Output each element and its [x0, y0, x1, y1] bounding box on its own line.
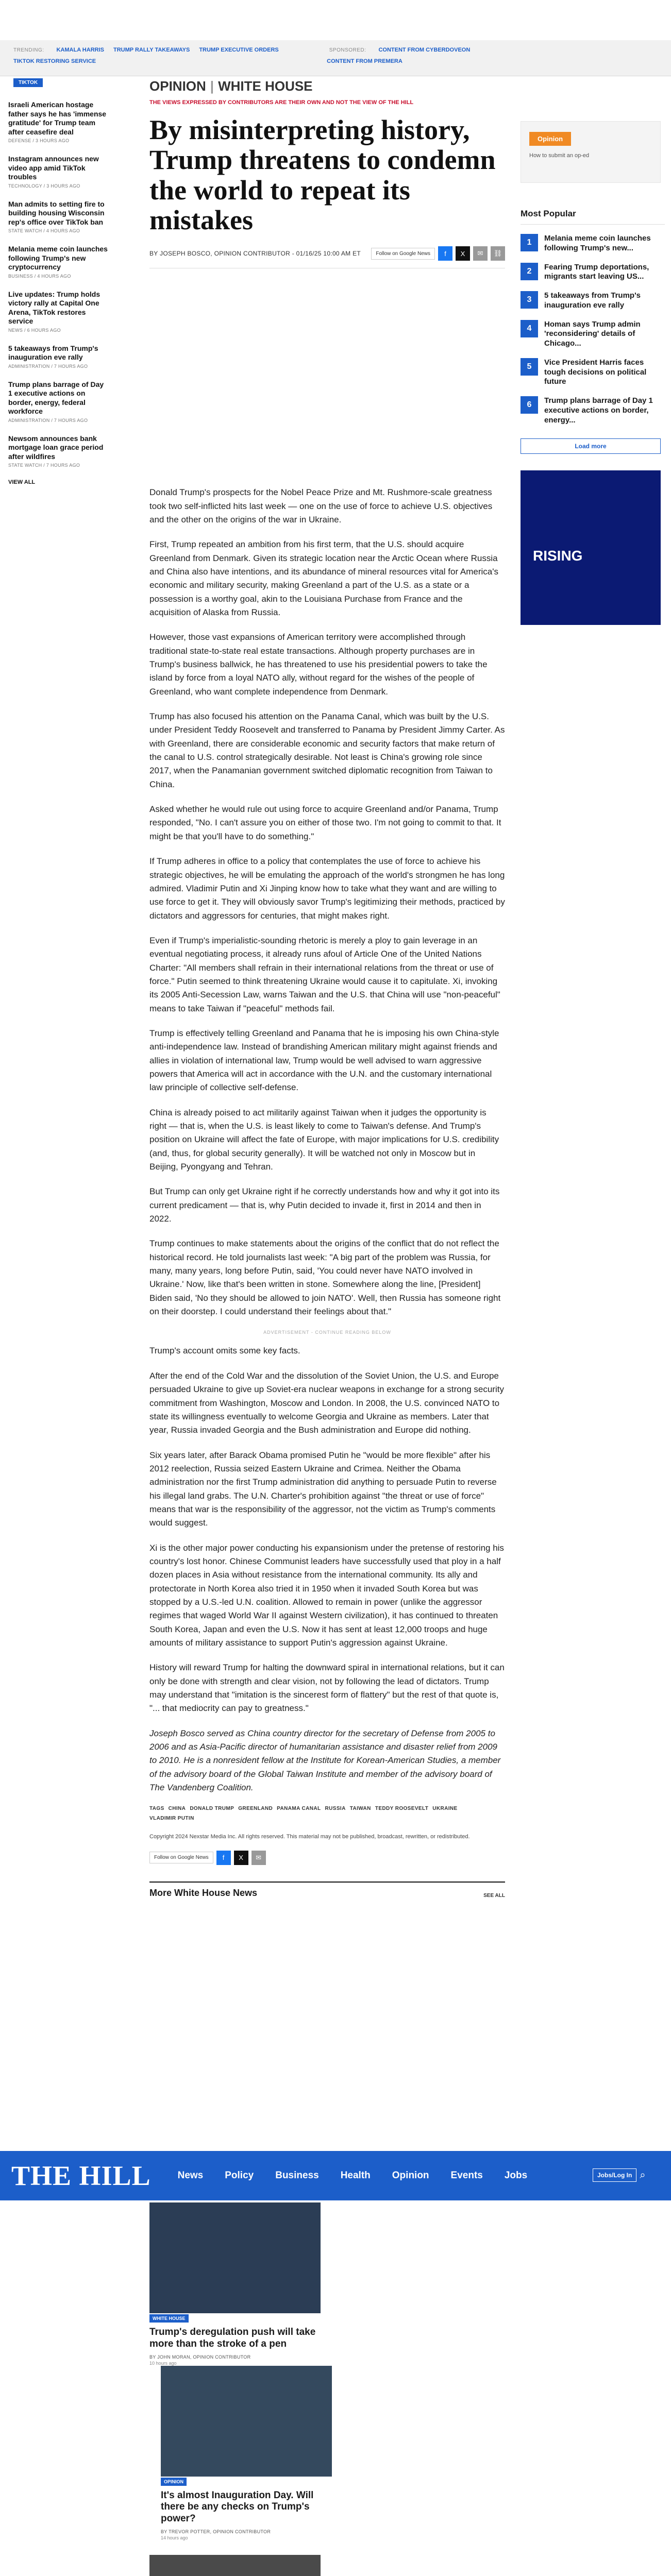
card-category: OPINION [161, 2478, 187, 2486]
list-item-title[interactable]: Man admits to setting fire to building housing Wisconsin rep's office over TikTok ban [8, 199, 105, 226]
card-image[interactable] [161, 2366, 332, 2477]
list-item-title[interactable]: Newsom announces bank mortgage loan grace period after wildfires [8, 434, 104, 461]
facebook-icon[interactable]: f [438, 246, 452, 261]
rank-badge: 3 [521, 291, 538, 309]
opinion-promo-label: Opinion [529, 132, 571, 146]
nav-business[interactable]: Business [275, 2170, 319, 2181]
article-byline: BY JOSEPH BOSCO, OPINION CONTRIBUTOR - 01/16/25 10:00 AM ET [149, 250, 361, 258]
list-item-meta: STATE WATCH / 4 HOURS AGO [8, 228, 80, 233]
article-paragraph: China is already poised to act militarily against Taiwan when it judges the opportunity is right — that is, when the U.S. is least likely to come to Taiwan's defense. And Trump's position on Ukraine will affect the fate of Europe, with major implications for U.S. credibility (and, thus, for global security generally). It will be watched not only in Moscow but in Beijing, Pyongyang and Tehran. [149, 1107, 499, 1172]
tag-link[interactable]: TAIWAN [349, 1806, 371, 1812]
copyright-notice: Copyright 2024 Nexstar Media Inc. All rights reserved. This material may not be published, broadcast, rewritten, or redistributed. [149, 1834, 470, 1840]
news-card[interactable] [161, 2366, 332, 2540]
article-paragraph: History will reward Trump for halting the downward spiral in international relations, but it can only be done with strength and clear vision, not by following the lead of dictators. Trump may understand that "imitation is the sincerest form of flattery" but the rest of that quote is, "... that mediocrity can pay to greatness." [149, 1663, 505, 1714]
rank-badge: 6 [521, 396, 538, 414]
trending-link[interactable]: TRUMP EXECUTIVE ORDERS [199, 47, 279, 53]
list-item-title[interactable]: 5 takeaways from Trump's inauguration eve rally [8, 344, 98, 361]
list-item-meta: DEFENSE / 3 HOURS AGO [8, 138, 70, 143]
article-paragraph: Asked whether he would rule out using force to acquire Greenland and/or Panama, Trump responded, "No. I can't assure you on either of those two. I'm not going to commit to that. It might be that you'll have to do something." [149, 804, 501, 841]
popular-item[interactable] [521, 396, 665, 425]
list-item-title[interactable]: Israeli American hostage father says he has 'immense gratitude' for Trump team after ceasefire deal [8, 100, 107, 136]
site-navbar [0, 2151, 671, 2200]
popular-item-title[interactable]: 5 takeaways from Trump's inauguration eve rally [544, 291, 641, 310]
author-bio: Joseph Bosco served as China country director for the secretary of Defense from 2005 to 2006 and as Asia-Pacific director of humanitarian assistance and disaster relief from 2009 to 2010. He is a nonresident fellow at the Institute for Korean-American Studies, a member of the advisory board of the Global Taiwan Institute and member of the advisory board of The Vandenberg Coalition. [149, 1728, 501, 1793]
rising-ad[interactable] [521, 470, 661, 625]
nav-events[interactable]: Events [450, 2170, 483, 2181]
article-paragraph: Xi is the other major power conducting his expansionism under the pretense of restoring his country's lost honor. Chinese Communist leaders have successfully used that ploy in a half dozen places in Asia without resistance from the international community. Its ally and protectorate in North Korea also tried it in 1950 when it invaded South Korea but was stopped by a U.S.-led U.N. coalition. Allowed to remain in power (unlike the aggressor regimes that waged World War II against Western civilization), it has continued to threaten South Korea, Japan and even the U.S. Now it has sent at least 12,000 troops and huge amounts of military assistance to support Putin's aggression against Ukraine. [149, 1543, 504, 1648]
rank-badge: 1 [521, 234, 538, 251]
google-news-button[interactable]: Follow on Google News [371, 248, 435, 260]
list-item-meta: ADMINISTRATION / 7 HOURS AGO [8, 417, 88, 423]
nav-health[interactable]: Health [340, 2170, 371, 2181]
card-title[interactable]: Trump's deregulation push will take more than the stroke of a pen [149, 2327, 316, 2349]
list-item[interactable] [8, 344, 109, 369]
tag-link[interactable]: PANAMA CANAL [277, 1806, 321, 1812]
tag-link[interactable]: GREENLAND [238, 1806, 273, 1812]
trending-bar [0, 40, 671, 76]
card-image[interactable] [149, 2555, 321, 2576]
load-more-button[interactable]: Load more [521, 438, 661, 454]
sponsored-link[interactable]: CONTENT FROM CYBERDOVEON [378, 47, 471, 53]
section-white-house-link[interactable]: WHITE HOUSE [218, 78, 313, 94]
view-all-link[interactable]: VIEW ALL [8, 479, 36, 485]
news-card[interactable] [149, 2555, 321, 2576]
article-paragraph: Trump is effectively telling Greenland and Panama that he is imposing his own China-style anti-independence law. Instead of brandishing American military might against friends and allies in violation of international law, Trump would be well advised to warn aggressive powers that America will act in accordance with the U.N. and the customary international law principle of collective self-defense. [149, 1028, 499, 1093]
card-category: WHITE HOUSE [149, 2314, 189, 2323]
list-item[interactable] [8, 434, 109, 468]
card-time: 10 hours ago [149, 2360, 177, 2366]
facebook-icon[interactable]: f [216, 1851, 231, 1865]
section-breadcrumb: OPINION | WHITE HOUSE [149, 78, 313, 94]
ad-note: ADVERTISEMENT - CONTINUE READING BELOW [263, 1330, 391, 1335]
list-item[interactable] [8, 245, 109, 279]
sponsored-link[interactable]: CONTENT FROM PREMERA [327, 58, 402, 64]
email-icon[interactable]: ✉ [251, 1851, 266, 1865]
popular-item-title[interactable]: Fearing Trump deportations, migrants start leaving US... [544, 262, 649, 281]
popular-item[interactable] [521, 320, 665, 349]
nav-policy[interactable]: Policy [225, 2170, 254, 2181]
list-item[interactable] [8, 100, 109, 143]
search-icon[interactable]: ⌕ [640, 2169, 646, 2181]
list-item[interactable] [8, 290, 109, 333]
x-twitter-icon[interactable]: X [456, 246, 470, 261]
article-paragraph: But Trump can only get Ukraine right if he correctly understands how and why it got into its current predicament — that is, why Putin decided to invade it, first in 2014 and then in 2022. [149, 1187, 500, 1224]
tag-link[interactable]: RUSSIA [325, 1806, 346, 1812]
article-paragraph: After the end of the Cold War and the dissolution of the Soviet Union, the U.S. and Europe persuaded Ukraine to give up Soviet-era nuclear weapons in exchange for a strong security commitment from Washington, Moscow and London. In 2008, the U.S. convinced NATO to state its willingness eventually to welcome Georgia and Ukraine as members. Later that year, Russia invaded Georgia and the Bush administration and Europe did nothing. [149, 1370, 504, 1435]
x-twitter-icon[interactable]: X [234, 1851, 248, 1865]
sponsored-label: SPONSORED: [329, 47, 366, 53]
link-icon[interactable]: ⛓ [491, 246, 505, 261]
card-title[interactable]: It's almost Inauguration Day. Will there be any checks on Trump's power? [161, 2489, 314, 2524]
google-news-button[interactable]: Follow on Google News [149, 1852, 213, 1863]
right-sidebar [521, 121, 665, 625]
section-opinion-link[interactable]: OPINION [149, 78, 206, 94]
list-item[interactable] [8, 380, 109, 423]
news-card[interactable] [149, 2202, 321, 2366]
article-paragraph: Donald Trump's prospects for the Nobel Peace Prize and Mt. Rushmore-scale greatness took two self-inflicted hits last week — one on the use of force to achieve U.S. objectives and the other on the origins of the war in Ukraine. [149, 487, 493, 524]
see-all-link[interactable]: SEE ALL [483, 1892, 505, 1899]
nav-opinion[interactable]: Opinion [392, 2170, 429, 2181]
rank-badge: 4 [521, 320, 538, 337]
article-paragraph: Trump has also focused his attention on the Panama Canal, which was built by the U.S. under President Teddy Roosevelt and transferred to Panama by President Jimmy Carter. As with Greenland, there are considerable economic and security factors that make return of the canal to U.S. control strategically desirable. Not least is China's growing role since 2017, when the Panamanian government switched diplomatic recognition from Taiwan to China. [149, 711, 505, 789]
tags-label: TAGS [149, 1806, 164, 1812]
popular-item[interactable] [521, 358, 665, 387]
article-paragraph: Trump's account omits some key facts. [149, 1346, 300, 1356]
trending-link[interactable]: TIKTOK RESTORING SERVICE [13, 58, 96, 64]
opinion-promo-sub: How to submit an op-ed [529, 152, 590, 159]
email-icon[interactable]: ✉ [473, 246, 488, 261]
popular-item-title[interactable]: Vice President Harris faces tough decisions on political future [544, 358, 647, 386]
more-news-title: More White House News [149, 1887, 258, 1898]
popular-item[interactable] [521, 291, 665, 311]
list-item-title[interactable]: Trump plans barrage of Day 1 executive actions on border, energy, federal workforce [8, 380, 104, 415]
card-time: 14 hours ago [161, 2535, 188, 2540]
most-popular-title: Most Popular [521, 209, 665, 225]
list-item-meta: TECHNOLOGY / 3 HOURS AGO [8, 183, 80, 189]
rank-badge: 5 [521, 358, 538, 376]
popular-item[interactable] [521, 263, 665, 282]
popular-item-title[interactable]: Melania meme coin launches following Trump's new... [544, 234, 651, 252]
popular-item-title[interactable]: Homan says Trump admin 'reconsidering' details of Chicago... [544, 319, 641, 348]
list-item[interactable] [8, 200, 109, 234]
popular-item[interactable] [521, 234, 665, 253]
opinion-disclaimer: THE VIEWS EXPRESSED BY CONTRIBUTORS ARE THEIR OWN AND NOT THE VIEW OF THE HILL [149, 99, 414, 106]
login-button[interactable]: Jobs/Log In [593, 2168, 636, 2182]
article-paragraph: If Trump adheres in office to a policy that contemplates the use of force to achieve his strategic objectives, he will be emulating the approach of the world's strongmen he has long admired. Vladimir Putin and Xi Jinping know how to take what they want and are willing to use force to get it. They will obviously savor Trump's legitimizing their methods, practiced by dictators and aggressors for centuries, that might makes right. [149, 856, 505, 921]
nav-news[interactable]: News [177, 2170, 204, 2181]
tags-row [149, 1806, 505, 1821]
tag-link[interactable]: UKRAINE [432, 1806, 458, 1812]
article-paragraph: Trump continues to make statements about the origins of the conflict that do not reflect the historical record. He told journalists last week: "A big part of the problem was Russia, for many, many years, long before Putin, said, 'You could never have NATO involved in Ukraine.' Now, like that's been written in stone. Somewhere along the line, [President] Biden said, 'No they should be allowed to join NATO'. Well, then Russia has someone right on their doorstep. I could understand their feelings about that." [149, 1239, 501, 1317]
card-byline: BY TREVOR POTTER, OPINION CONTRIBUTOR [161, 2529, 271, 2534]
tag-link[interactable]: DONALD TRUMP [190, 1806, 234, 1812]
article-body [149, 486, 505, 1794]
card-byline: BY JOHN MORAN, OPINION CONTRIBUTOR [149, 2354, 251, 2360]
list-item[interactable] [8, 155, 109, 189]
article-paragraph: First, Trump repeated an ambition from his first term, that the U.S. should acquire Greenland from Denmark. Given its strategic location near the Arctic Ocean where Russia and China also have intentions, and its abundance of mineral resources vital for America's economic and military security, making Greenland a part of the U.S. as a state or a possession is a worthy goal, akin to the Louisiana Purchase from France and the acquisition of Alaska from Russia. [149, 539, 499, 617]
hero-image-placeholder [149, 280, 505, 486]
list-item-meta: BUSINESS / 4 HOURS AGO [8, 273, 71, 279]
list-item-meta: NEWS / 6 HOURS AGO [8, 327, 61, 333]
share-buttons [371, 246, 505, 261]
nav-jobs[interactable]: Jobs [504, 2170, 528, 2181]
trending-link[interactable]: TRUMP RALLY TAKEAWAYS [113, 47, 190, 53]
trending-link[interactable]: KAMALA HARRIS [56, 47, 104, 53]
latest-news-list [8, 100, 109, 485]
tiktok-tag[interactable]: TIKTOK [13, 78, 43, 87]
more-news-header [149, 1882, 505, 1899]
nav-links [178, 2170, 528, 2181]
article [149, 78, 505, 1899]
list-item-title[interactable]: Instagram announces new video app amid TikTok troubles [8, 155, 99, 181]
list-item-meta: STATE WATCH / 7 HOURS AGO [8, 463, 80, 468]
article-headline: By misinterpreting history, Trump threatens to condemn the world to repeat its mistakes [149, 114, 496, 235]
site-logo[interactable]: THE HILL [11, 2160, 151, 2191]
rising-ad-label: RISING [533, 548, 583, 564]
list-item-title[interactable]: Melania meme coin launches following Trump's new cryptocurrency [8, 245, 108, 271]
opinion-promo[interactable] [521, 121, 661, 183]
nav-right [593, 2168, 646, 2182]
popular-item-title[interactable]: Trump plans barrage of Day 1 executive actions on border, energy... [544, 396, 653, 425]
article-paragraph: However, those vast expansions of American territory were accomplished through traditional state-to-state real estate transactions. Although property purchases are in Trump's business ballwick, he has threatened to use his presidential powers to take the island by force from a loyal NATO ally, without regard for the wishes of the people of Greenland, who want complete independence from Denmark. [149, 632, 488, 697]
article-paragraph: Even if Trump's imperialistic-sounding rhetoric is merely a ploy to gain leverage in an eventual negotiating process, it already runs afoul of Article One of the United Nations Charter: "All members shall refrain in their international relations from the threat or use of force." Putin seemed to think threatening Ukraine would cause it to capitulate. Xi, invoking its 2005 Anti-Secession Law, warns Taiwan and the U.S. that China will use "non-peaceful" means to take Taiwan if "peaceful" methods fail. [149, 935, 500, 1013]
card-image[interactable] [149, 2202, 321, 2313]
article-paragraph: Six years later, after Barack Obama promised Putin he "would be more flexible" after his 2012 reelection, Russia seized Eastern Ukraine and Crimea. Neither the Obama administration nor the first Trump administration did anything to persuade Putin to reverse his illegal land grabs. The U.N. Charter's prohibition against "the threat or use of force" means that war is the responsibility of the aggressor, not the victim as Trump's comments would suggest. [149, 1450, 497, 1528]
byline-row [149, 246, 505, 268]
rank-badge: 2 [521, 263, 538, 280]
tag-link[interactable]: CHINA [168, 1806, 186, 1812]
tag-link[interactable]: VLADIMIR PUTIN [149, 1816, 194, 1822]
share-buttons-bottom [149, 1851, 505, 1865]
list-item-meta: ADMINISTRATION / 7 HOURS AGO [8, 363, 88, 369]
trending-label: TRENDING: [13, 47, 44, 53]
list-item-title[interactable]: Live updates: Trump holds victory rally at Capital One Arena, TikTok restores service [8, 290, 100, 325]
more-news-grid [149, 2202, 505, 2576]
tag-link[interactable]: TEDDY ROOSEVELT [375, 1806, 429, 1812]
